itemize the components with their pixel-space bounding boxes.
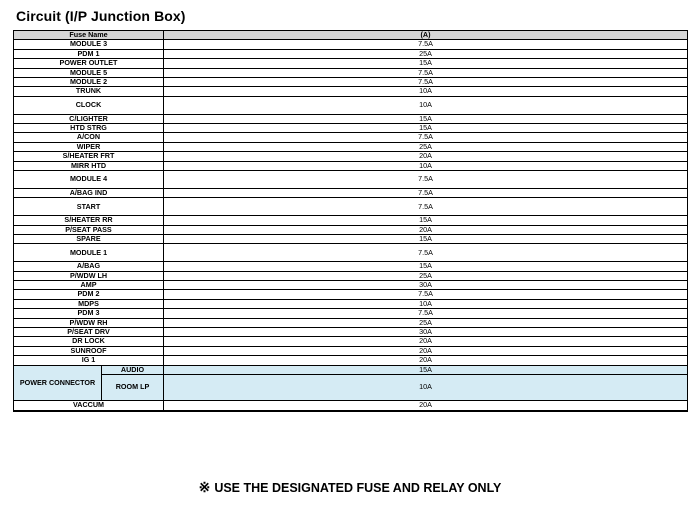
fuse-name: S/HEATER FRT [14,152,164,161]
fuse-row [14,337,688,346]
fuse-amperage: 15A [164,262,688,271]
fuse-row [14,142,688,151]
fuse-name: POWER OUTLET [14,59,164,68]
fuse-amperage: 30A [164,328,688,337]
fuse-amperage: 25A [164,142,688,151]
fuse-row [14,299,688,308]
fuse-name: MDPS [14,299,164,308]
fuse-amperage: 7.5A [164,40,688,49]
fuse-name: ROOM LP [102,375,164,401]
fuse-amperage: 30A [164,280,688,289]
fuse-amperage: 20A [164,337,688,346]
fuse-name: MIRR HTD [14,161,164,170]
fuse-amperage: 15A [164,365,688,374]
footer-note [0,479,700,496]
fuse-amperage: 15A [164,234,688,243]
fuse-amperage: 10A [164,299,688,308]
fuse-row [14,49,688,58]
fuse-amperage: 7.5A [164,244,688,262]
fuse-amperage: 15A [164,124,688,133]
fuse-amperage: 20A [164,356,688,365]
fuse-row [14,68,688,77]
fuse-row [14,216,688,225]
fuse-name: SPARE [14,234,164,243]
fuse-row [14,152,688,161]
fuse-row [14,161,688,170]
fuse-name: MODULE 4 [14,171,164,189]
fuse-table [13,30,688,412]
fuse-name: HTD STRG [14,124,164,133]
fuse-name: TRUNK [14,87,164,96]
fuse-name: P/WDW RH [14,318,164,327]
fuse-name: WIPER [14,142,164,151]
fuse-row [14,225,688,234]
fuse-row [14,328,688,337]
fuse-name: AUDIO [102,365,164,374]
fuse-name: A/BAG [14,262,164,271]
fuse-name: IG 1 [14,356,164,365]
fuse-name: C/LIGHTER [14,114,164,123]
fuse-amperage: 20A [164,152,688,161]
fuse-row [14,114,688,123]
fuse-amperage: 20A [164,346,688,355]
fuse-amperage: 25A [164,49,688,58]
fuse-name: P/WDW LH [14,271,164,280]
fuse-row [14,244,688,262]
fuse-name: PDM 1 [14,49,164,58]
fuse-row [14,356,688,365]
fuse-name: S/HEATER RR [14,216,164,225]
fuse-row [14,133,688,142]
fuse-amperage: 25A [164,271,688,280]
fuse-row [14,365,688,374]
fuse-row [14,234,688,243]
fuse-name: PDM 2 [14,290,164,299]
fuse-name: MODULE 3 [14,40,164,49]
fuse-name: SUNROOF [14,346,164,355]
fuse-amperage: 7.5A [164,290,688,299]
fuse-name: MODULE 1 [14,244,164,262]
fuse-row [14,87,688,96]
fuse-amperage: 7.5A [164,133,688,142]
fuse-row [14,262,688,271]
page-title: Circuit (I/P Junction Box) [16,8,186,24]
fuse-name: MODULE 5 [14,68,164,77]
fuse-row [14,40,688,49]
header-amp: (A) [164,31,688,40]
fuse-name: DR LOCK [14,337,164,346]
fuse-amperage: 7.5A [164,78,688,87]
reference-mark-icon: ※ [198,479,211,495]
fuse-name: A/BAG IND [14,188,164,197]
fuse-amperage: 20A [164,401,688,411]
fuse-row [14,309,688,318]
fuse-row [14,375,688,401]
fuse-amperage: 25A [164,318,688,327]
fuse-row [14,171,688,189]
fuse-name: A/CON [14,133,164,142]
fuse-row [14,280,688,289]
fuse-name: AMP [14,280,164,289]
fuse-name: CLOCK [14,96,164,114]
power-connector-label: POWER CONNECTOR [14,365,102,401]
fuse-row [14,96,688,114]
fuse-amperage: 20A [164,225,688,234]
fuse-amperage: 7.5A [164,309,688,318]
fuse-row [14,78,688,87]
fuse-row [14,188,688,197]
fuse-name: VACCUM [14,401,164,411]
fuse-name: P/SEAT DRV [14,328,164,337]
fuse-name: MODULE 2 [14,78,164,87]
fuse-amperage: 7.5A [164,188,688,197]
fuse-amperage: 15A [164,114,688,123]
fuse-amperage: 7.5A [164,198,688,216]
fuse-row [14,346,688,355]
fuse-amperage: 15A [164,216,688,225]
fuse-amperage: 10A [164,375,688,401]
fuse-name: START [14,198,164,216]
fuse-amperage: 15A [164,59,688,68]
fuse-row [14,59,688,68]
footer-text: USE THE DESIGNATED FUSE AND RELAY ONLY [214,481,502,495]
fuse-name: P/SEAT PASS [14,225,164,234]
fuse-row [14,124,688,133]
fuse-amperage: 10A [164,161,688,170]
fuse-row [14,198,688,216]
fuse-amperage: 7.5A [164,171,688,189]
table-header-row [14,31,688,40]
fuse-amperage: 7.5A [164,68,688,77]
header-fuse-name: Fuse Name [14,31,164,40]
fuse-row [14,290,688,299]
fuse-row [14,318,688,327]
fuse-amperage: 10A [164,87,688,96]
fuse-row [14,271,688,280]
fuse-amperage: 10A [164,96,688,114]
fuse-row [14,401,688,411]
fuse-name: PDM 3 [14,309,164,318]
